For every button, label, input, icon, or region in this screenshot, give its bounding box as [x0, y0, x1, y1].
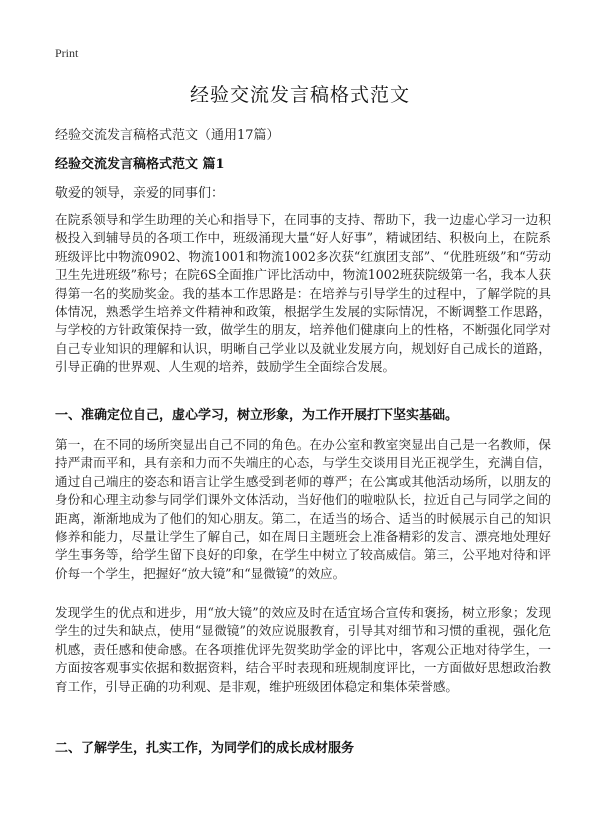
section-heading-2: 二、了解学生，扎实工作，为同学们的成长成材服务 [55, 741, 355, 756]
article-heading: 经验交流发言稿格式范文 篇1 [55, 157, 225, 172]
paragraph-roles: 第一，在不同的场所突显出自己不同的角色。在办公室和教室突显出自己是一名教师，保持严肃而平和，具有亲和力而不失端庄的心态，与学生交谈用目光正视学生，充满自信，通过自己端庄的姿态和语言让学生感受到老师的尊严；在公寓或其他活动场所，以朋友的身份和心理主动参与同学们课外文体活动，当好他们的啦啦队长，拉近自己与同学之间的距离，渐渐地成为了他们的知心朋友。第二，在适当的场合、适当的时候展示自己的知识修养和能力，尽量让学生了解自己，如在周日主题班会上准备精彩的发言、漂亮地处理好学生事务等，给学生留下良好的印象，在学生中树立了较高威信。第三，公平地对待和评价每一个学生，把握好“放大镜”和“显微镜”的效应。 [55, 437, 551, 581]
document-subtitle: 经验交流发言稿格式范文（通用17篇） [55, 128, 280, 143]
print-link[interactable]: Print [55, 46, 79, 60]
greeting-line: 敬爱的领导，亲爱的同事们： [55, 186, 225, 201]
section-heading-1: 一、准确定位自己，虚心学习，树立形象，为工作开展打下坚实基础。 [55, 408, 459, 423]
paragraph-intro: 在院系领导和学生助理的关心和指导下，在同事的支持、帮助下，我一边虚心学习一边积极投入到辅导员的各项工作中，班级涌现大量“好人好事”，精诚团结、积极向上，在院系班级评比中物流0902、物流1001和物流1002多次获“红旗团支部”、“优胜班级”和“劳动卫生先进班级”称号；在院6S全面推广评比活动中，物流1002班获院级第一名，我本人获得第一名的奖励奖金。我的基本工作思路是：在培养与引导学生的过程中，了解学院的具体情况，熟悉学生培养文件精神和政策，根据学生发展的实际情况，不断调整工作思路，与学校的方针政策保持一致，做学生的朋友，培养他们健康向上的性格，不断强化同学对自己专业知识的理解和认识，明晰自己学业以及就业发展方向，规划好自己成长的道路，引导正确的世界观、人生观的培养，鼓励学生全面综合发展。 [55, 212, 551, 375]
document-title: 经验交流发言稿格式范文 [189, 84, 410, 106]
paragraph-evaluation: 发现学生的优点和进步，用“放大镜”的效应及时在适宜场合宣传和褒扬，树立形象；发现学生的过失和缺点，使用“显微镜”的效应说服教育，引导其对细节和习惯的重视，强化危机感，责任感和使命感。在各项推优评先贺奖助学金的评比中，客观公正地对待学生，一方面按客观事实依据和数据资料，结合平时表现和班规制度评比，一方面做好思想政治教育工作，引导正确的功利观、是非观，维护班级团体稳定和集体荣誉感。 [55, 605, 551, 694]
